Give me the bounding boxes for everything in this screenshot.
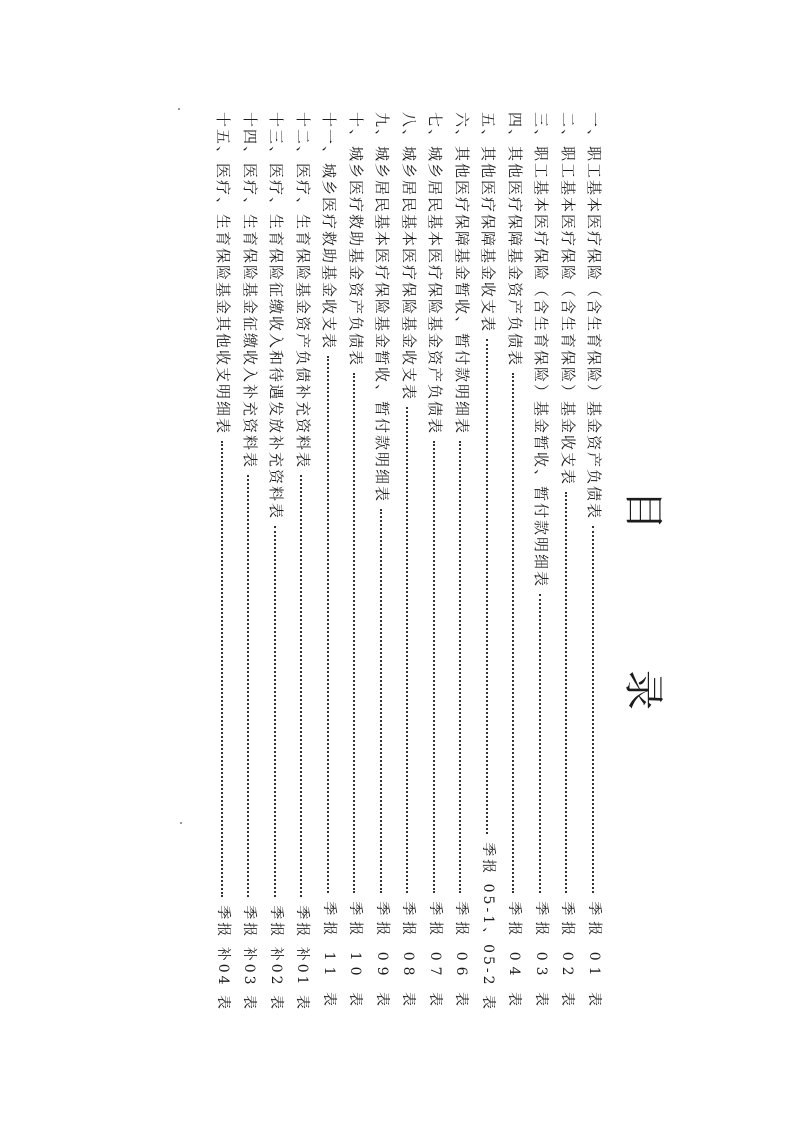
dot-leader — [327, 356, 329, 893]
toc-entry[interactable] — [211, 112, 238, 1012]
entry-number: 十二、 — [293, 112, 312, 164]
entry-label: 医疗、生育保险征缴收入和待遇发放补充资料表 — [267, 163, 286, 521]
toc-entry[interactable] — [264, 112, 291, 1012]
entry-number: 十一、 — [320, 112, 339, 164]
entry-ref: 季报 02 表 — [559, 901, 576, 1012]
scan-speck — [180, 822, 182, 824]
entry-number: 八、 — [399, 112, 418, 147]
toc-entry[interactable] — [370, 112, 397, 1012]
entry-label: 其他医疗保障基金暂收、暂付款明细表 — [452, 146, 471, 436]
entry-ref: 季报 补03 表 — [241, 905, 258, 1012]
entry-label: 医疗、生育保险基金其他收支明细表 — [214, 163, 233, 436]
dot-leader — [592, 526, 594, 893]
dot-leader — [433, 441, 435, 893]
dot-leader — [300, 475, 302, 897]
entry-label: 职工基本医疗保险（含生育保险）基金收支表 — [558, 146, 577, 487]
toc-entry[interactable] — [529, 112, 556, 1012]
entry-number: 九、 — [373, 112, 392, 147]
scan-speck — [178, 108, 180, 110]
toc-entry[interactable] — [476, 112, 503, 1012]
entry-number: 十五、 — [214, 112, 233, 164]
dot-leader — [486, 339, 488, 834]
entry-label: 医疗、生育保险基金资产负债补充资料表 — [293, 163, 312, 470]
page-title: 目录 — [620, 490, 666, 850]
entry-number: 十三、 — [267, 112, 286, 164]
toc-entry[interactable] — [317, 112, 344, 1012]
entry-number: 七、 — [426, 112, 445, 147]
dot-leader — [539, 594, 541, 893]
dot-leader — [565, 492, 567, 893]
entry-number: 二、 — [558, 112, 577, 147]
entry-ref: 季报 10 表 — [347, 901, 364, 1012]
entry-label: 城乡居民基本医疗保险基金收支表 — [399, 146, 418, 402]
table-of-contents — [211, 112, 609, 1012]
entry-label: 职工基本医疗保险（含生育保险）基金暂收、暂付款明细表 — [532, 146, 551, 589]
entry-ref: 季报 06 表 — [453, 901, 470, 1012]
entry-ref: 季报 补04 表 — [214, 905, 231, 1012]
entry-ref: 季报 09 表 — [373, 901, 390, 1012]
toc-entry[interactable] — [423, 112, 450, 1012]
entry-label: 城乡医疗救助基金收支表 — [320, 163, 339, 351]
entry-number: 一、 — [585, 112, 604, 147]
dot-leader — [221, 441, 223, 897]
entry-ref: 季报 07 表 — [426, 901, 443, 1012]
entry-number: 三、 — [532, 112, 551, 147]
entry-number: 四、 — [505, 112, 524, 147]
entry-number: 十四、 — [240, 112, 259, 164]
dot-leader — [512, 373, 514, 893]
dot-leader — [353, 373, 355, 893]
entry-ref: 季报 03 表 — [532, 901, 549, 1012]
toc-entry[interactable] — [502, 112, 529, 1012]
entry-number: 六、 — [452, 112, 471, 147]
entry-label: 城乡居民基本医疗保险基金资产负债表 — [426, 146, 445, 436]
entry-ref: 季报 04 表 — [506, 901, 523, 1012]
entry-ref: 季报 08 表 — [400, 901, 417, 1012]
entry-ref: 季报 01 表 — [585, 901, 602, 1012]
toc-entry[interactable] — [396, 112, 423, 1012]
toc-entry[interactable] — [449, 112, 476, 1012]
entry-label: 城乡居民基本医疗保险基金暂收、暂付款明细表 — [373, 146, 392, 504]
toc-entry[interactable] — [582, 112, 609, 1012]
entry-ref: 季报 05-1、05-2 表 — [479, 842, 496, 1012]
toc-entry[interactable] — [343, 112, 370, 1012]
entry-label: 医疗、生育保险基金征缴收入补充资料表 — [240, 163, 259, 470]
toc-entry[interactable] — [555, 112, 582, 1012]
toc-entry[interactable] — [290, 112, 317, 1012]
entry-label: 城乡医疗救助基金资产负债表 — [346, 146, 365, 368]
entry-number: 五、 — [479, 112, 498, 147]
toc-entry[interactable] — [237, 112, 264, 1012]
dot-leader — [380, 509, 382, 893]
entry-ref: 季报 补01 表 — [294, 905, 311, 1012]
entry-label: 其他医疗保障基金资产负债表 — [505, 146, 524, 368]
dot-leader — [247, 475, 249, 897]
entry-label: 职工基本医疗保险（含生育保险）基金资产负债表 — [585, 146, 604, 521]
entry-number: 十、 — [346, 112, 365, 147]
dot-leader — [406, 407, 408, 893]
entry-ref: 季报 补02 表 — [267, 905, 284, 1012]
dot-leader — [274, 526, 276, 897]
dot-leader — [459, 441, 461, 893]
entry-label: 其他医疗保障基金收支表 — [479, 146, 498, 334]
entry-ref: 季报 11 表 — [320, 901, 337, 1012]
